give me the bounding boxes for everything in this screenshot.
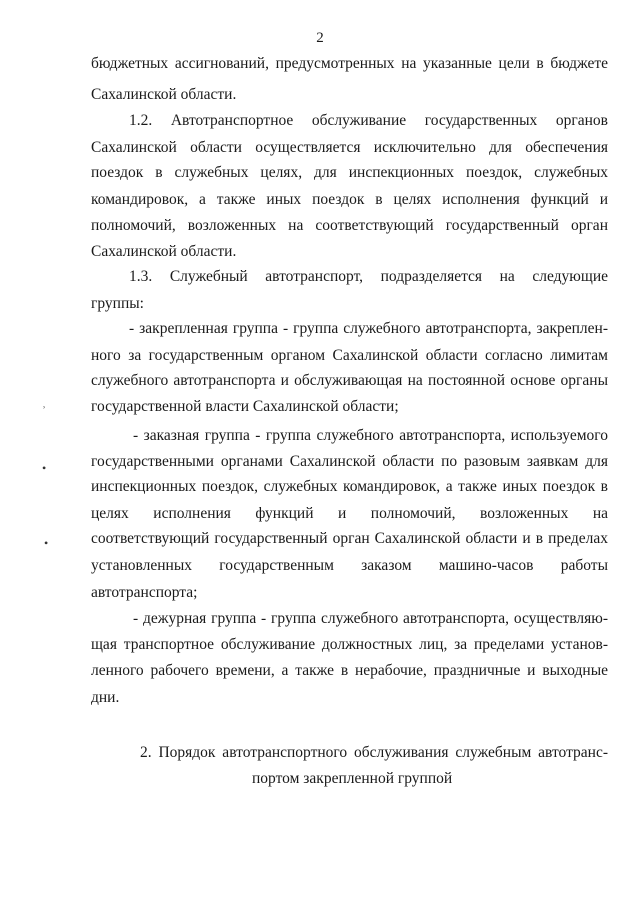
text-line: ного за государственным органом Сахалинской области согласно лимитам bbox=[91, 347, 608, 364]
text-line: ленного рабочего времени, а также в нерабочие, праздничные и выходные bbox=[91, 662, 608, 679]
text-line: установленных государственным заказом машино-часов работы bbox=[91, 557, 608, 574]
section-heading: 2. Порядок автотранспортного обслуживания служебным автотранс- bbox=[140, 744, 608, 761]
page-number: 2 bbox=[316, 30, 324, 46]
text-line: - заказная группа - группа служебного автотранспорта, используемого bbox=[133, 427, 608, 444]
scan-mark: • bbox=[44, 536, 49, 550]
text-line: - закрепленная группа - группа служебного автотранспорта, закреплен- bbox=[129, 320, 608, 337]
text-line: 1.2. Автотранспортное обслуживание государственных органов bbox=[129, 112, 608, 129]
text-line: 1.3. Служебный автотранспорт, подразделяется на следующие bbox=[129, 268, 608, 285]
text-line: инспекционных поездок, служебных командировок, а также иных поездок в bbox=[91, 478, 608, 495]
section-heading-continuation: портом закрепленной группой bbox=[252, 770, 453, 787]
text-line: целях исполнения функций и полномочий, возложенных на bbox=[91, 505, 608, 522]
text-line: командировок, а также иных поездок в целях исполнения функций и bbox=[91, 191, 608, 208]
text-line: дни. bbox=[91, 689, 120, 706]
text-line: бюджетных ассигнований, предусмотренных на указанные цели в бюджете bbox=[91, 55, 608, 72]
text-line: автотранспорта; bbox=[91, 584, 198, 601]
text-line: государственной власти Сахалинской области; bbox=[91, 398, 399, 415]
text-line: группы: bbox=[91, 295, 144, 312]
text-line: поездок в служебных целях, для инспекционных поездок, служебных bbox=[91, 164, 608, 181]
text-line: полномочий, возложенных на соответствующий государственный орган bbox=[91, 217, 608, 234]
text-line: соответствующий государственный орган Сахалинской области и в пределах bbox=[91, 530, 608, 547]
text-line: Сахалинской области осуществляется исключительно для обеспечения bbox=[91, 139, 608, 156]
text-line: щая транспортное обслуживание должностных лиц, за пределами установ- bbox=[91, 636, 608, 653]
scan-mark: • bbox=[42, 461, 47, 475]
text-line: Сахалинской области. bbox=[91, 86, 237, 103]
text-line: - дежурная группа - группа служебного автотранспорта, осуществляю- bbox=[133, 610, 608, 627]
text-line: Сахалинской области. bbox=[91, 243, 237, 260]
scan-mark: ˒ bbox=[42, 398, 46, 412]
text-line: государственными органами Сахалинской области по разовым заявкам для bbox=[91, 453, 608, 470]
text-line: служебного автотранспорта и обслуживающая на постоянной основе органы bbox=[91, 372, 608, 389]
